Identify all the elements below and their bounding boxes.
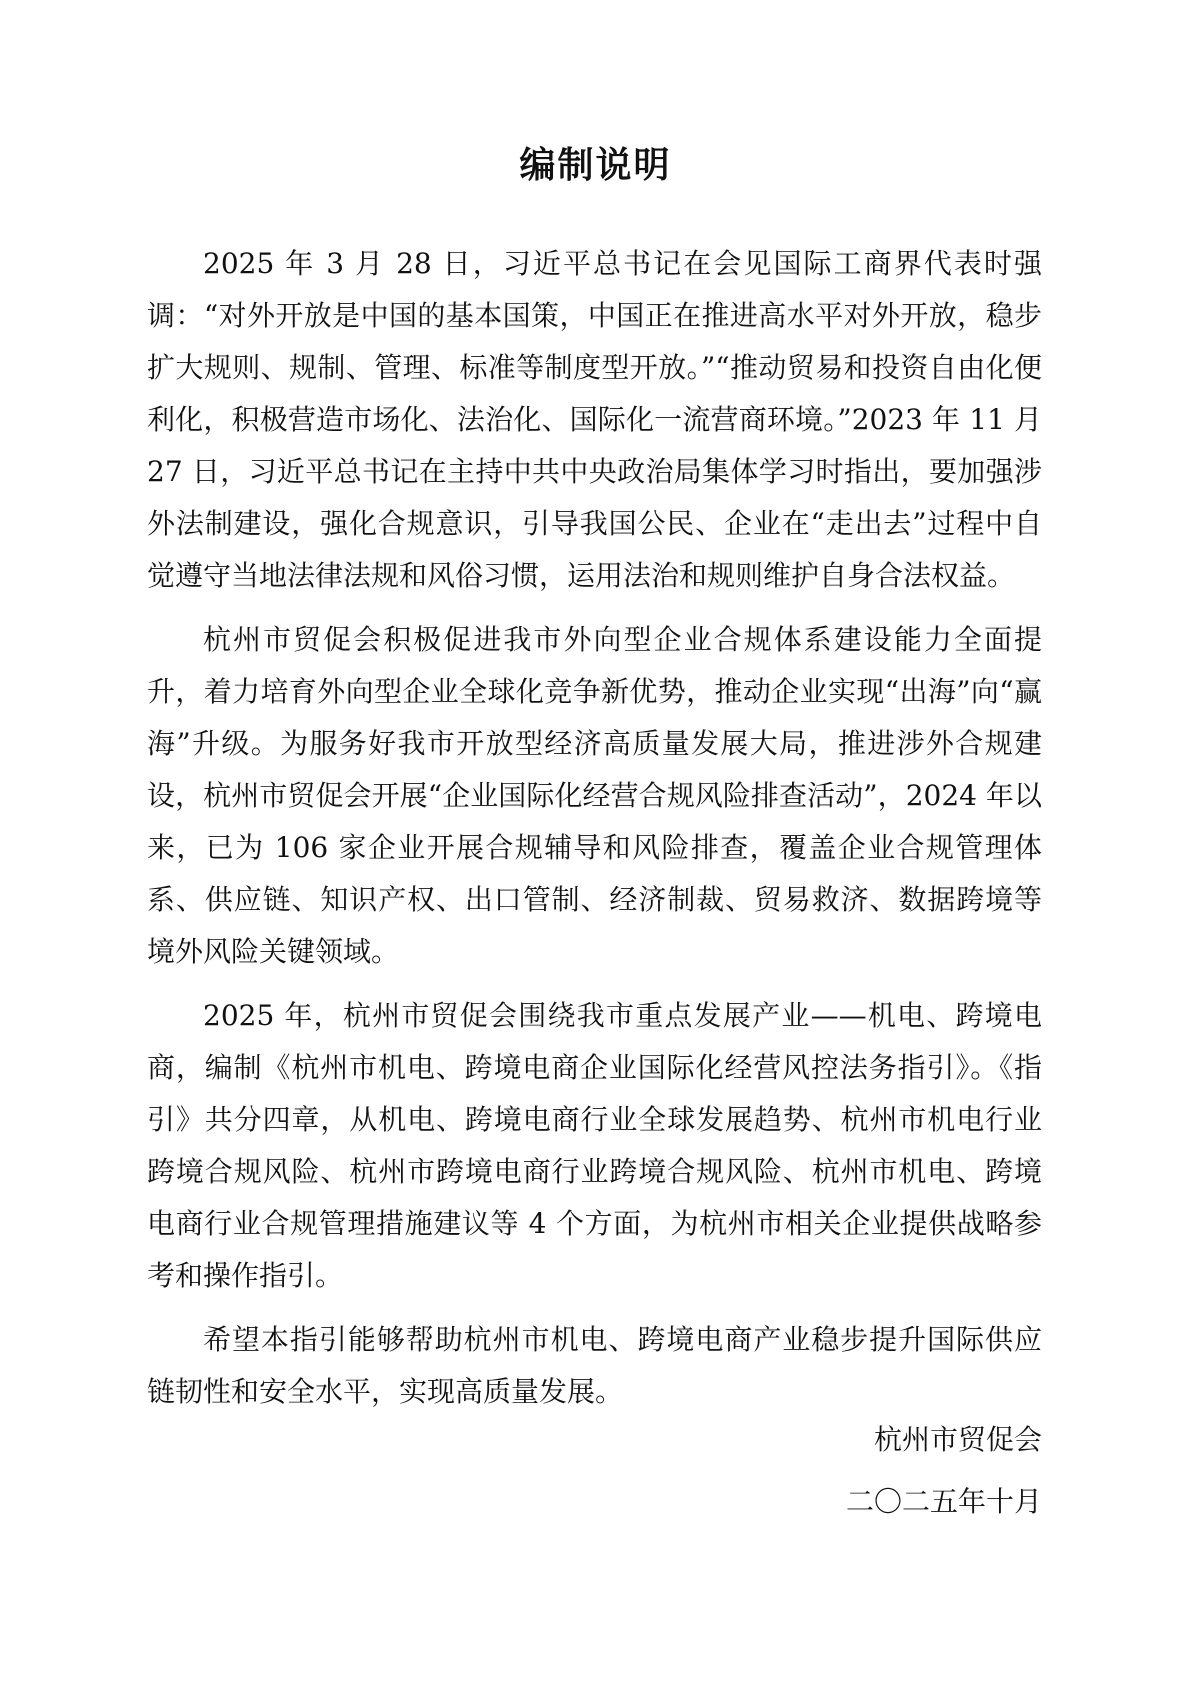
paragraph-2: 杭州市贸促会积极促进我市外向型企业合规体系建设能力全面提升，着力培育外向型企业全球化竞争新优势，推动企业实现“出海”向“赢海”升级。为服务好我市开放型经济高质量发展大局，推进涉外合规建设，杭州市贸促会开展“企业国际化经营合规风险排查活动”，2024 年以来，已为 106 家企业开展合规辅导和风险排查，覆盖企业合规管理体系、供应链、知识产权、出口管制、经济制裁、贸易救济、数据跨境等境外风险关键领域。: [147, 623, 1042, 968]
document-body: [147, 238, 1042, 1418]
paragraph-4: 希望本指引能够帮助杭州市机电、跨境电商产业稳步提升国际供应链韧性和安全水平，实现高质量发展。: [147, 1323, 1042, 1408]
signature-date: 二〇二五年十月: [845, 1485, 1042, 1518]
paragraph-1: 2025 年 3 月 28 日，习近平总书记在会见国际工商界代表时强调：“对外开放是中国的基本国策，中国正在推进高水平对外开放，稳步扩大规则、规制、管理、标准等制度型开放。”“推动贸易和投资自由化便利化，积极营造市场化、法治化、国际化一流营商环境。”2023 年 11 月 27 日，习近平总书记在主持中共中央政治局集体学习时指出，要加强涉外法制建设，强化合规意识，引导我国公民、企业在“走出去”过程中自觉遵守当地法律法规和风俗习惯，运用法治和规则维护自身合法权益。: [147, 247, 1042, 592]
signature-organization: 杭州市贸促会: [873, 1423, 1042, 1456]
signature-block: [846, 1414, 1042, 1538]
paragraph-3: 2025 年，杭州市贸促会围绕我市重点发展产业——机电、跨境电商，编制《杭州市机电、跨境电商企业国际化经营风控法务指引》。《指引》共分四章，从机电、跨境电商行业全球发展趋势、杭州市机电行业跨境合规风险、杭州市跨境电商行业跨境合规风险、杭州市机电、跨境电商行业合规管理措施建议等 4 个方面，为杭州市相关企业提供战略参考和操作指引。: [147, 999, 1042, 1292]
page-title: 编制说明: [519, 145, 672, 186]
